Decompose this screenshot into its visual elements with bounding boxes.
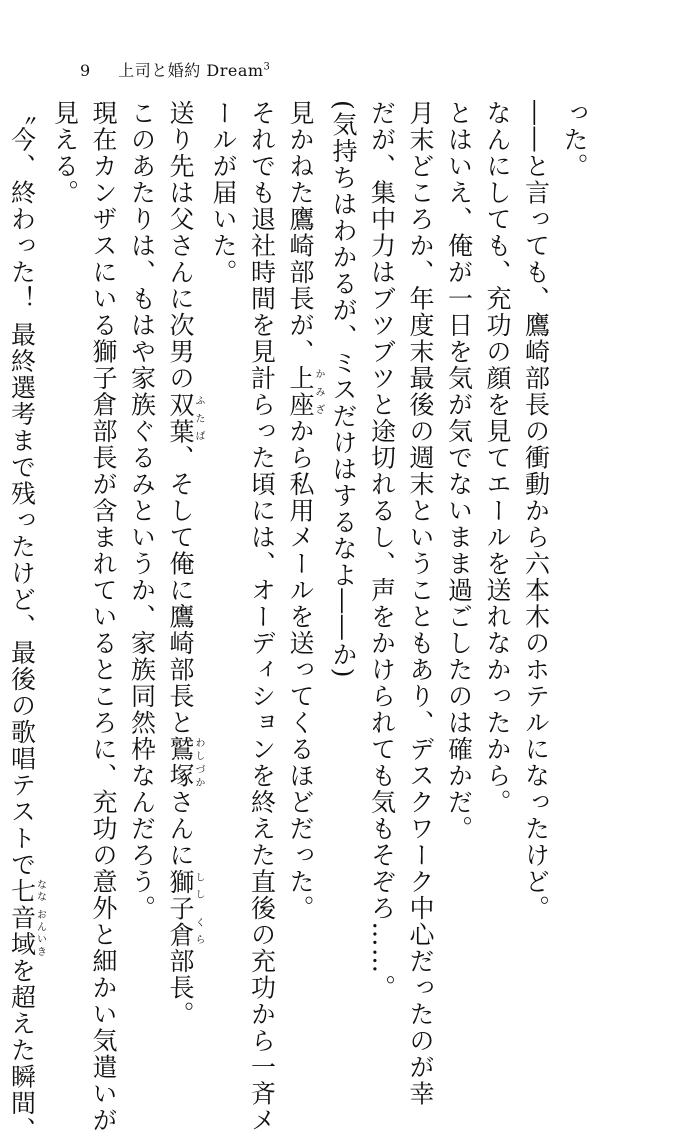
text-line-14: 見える。 [50, 100, 80, 206]
title-superscript: 3 [263, 61, 271, 73]
text-line-11: 送り先は父さんに次男の双葉ふたば、そして俺に鷹崎部長と鷲塚わしづかさんに獅子倉しし くら部長。 [166, 100, 204, 1028]
text-line-6: だが、集中力はブツブツと途切れるし、声をかけられても気もそぞろ……。 [367, 100, 397, 1001]
book-title: 上司と婚約 Dream$^3$ [118, 61, 271, 80]
text-line-12: このあたりは、もはや家族ぐるみというか、家族同然枠なんだろう。 [127, 100, 157, 922]
vertical-text-body [7, 100, 593, 1143]
furigana: わしづか [193, 736, 204, 789]
text-line-13: 現在カンザスにいる獅子倉部長が含まれているところに、充功の意外と細かい気遣いが [89, 100, 118, 1134]
text-line-3: なんにしても、充功の顔を見てエールを送れなかったから。 [483, 100, 512, 816]
text-line-9: それでも退社時間を見計らった頃には、オーディションを終えた直後の充功から一斉メ [247, 100, 277, 1134]
ruby-kamiza: 上座かみざ [286, 365, 324, 418]
furigana: しし くら [193, 868, 204, 948]
ruby-nanaoniki: 七音域なな おんいき [7, 877, 46, 958]
text-line-15: 〝今、終わった！ 最終選考まで残ったけど、最後の歌唱テストで七音域なな おんいきを超えた瞬間、 [7, 100, 46, 1143]
furigana: なな おんいき [34, 877, 46, 958]
text-line-7: (気持ちはわかるが、ミスだけはするなよ――か) [329, 100, 358, 680]
furigana: かみざ [313, 365, 324, 418]
text-line-16 [0, 100, 2, 980]
text-line-10: ールが届いた。 [209, 100, 238, 286]
text-line-2: ――と言っても、鷹崎部長の衝動から六本木のホテルになったけど。 [521, 100, 551, 922]
text-line-8: 見かねた鷹崎部長が、上座かみざから私用メールを送ってくるほどだった。 [286, 100, 324, 922]
page-number: 9 [80, 61, 91, 80]
ruby-futaba: 双葉ふたば [166, 391, 204, 445]
ruby-washizuka: 鷲塚わしづか [166, 736, 204, 789]
page-header [80, 58, 270, 81]
text-line-1: った。 [560, 100, 589, 180]
text-line-4: とはいえ、俺が一日を気が気でないまま過ごしたのは確かだ。 [444, 100, 474, 842]
furigana: ふたば [193, 391, 204, 445]
text-line-5: 月末どころか、年度末最後の週末ということもあり、デスクワーク中心だったのが幸 [406, 100, 435, 1107]
ruby-shishikura: 獅子倉しし くら [166, 868, 204, 948]
